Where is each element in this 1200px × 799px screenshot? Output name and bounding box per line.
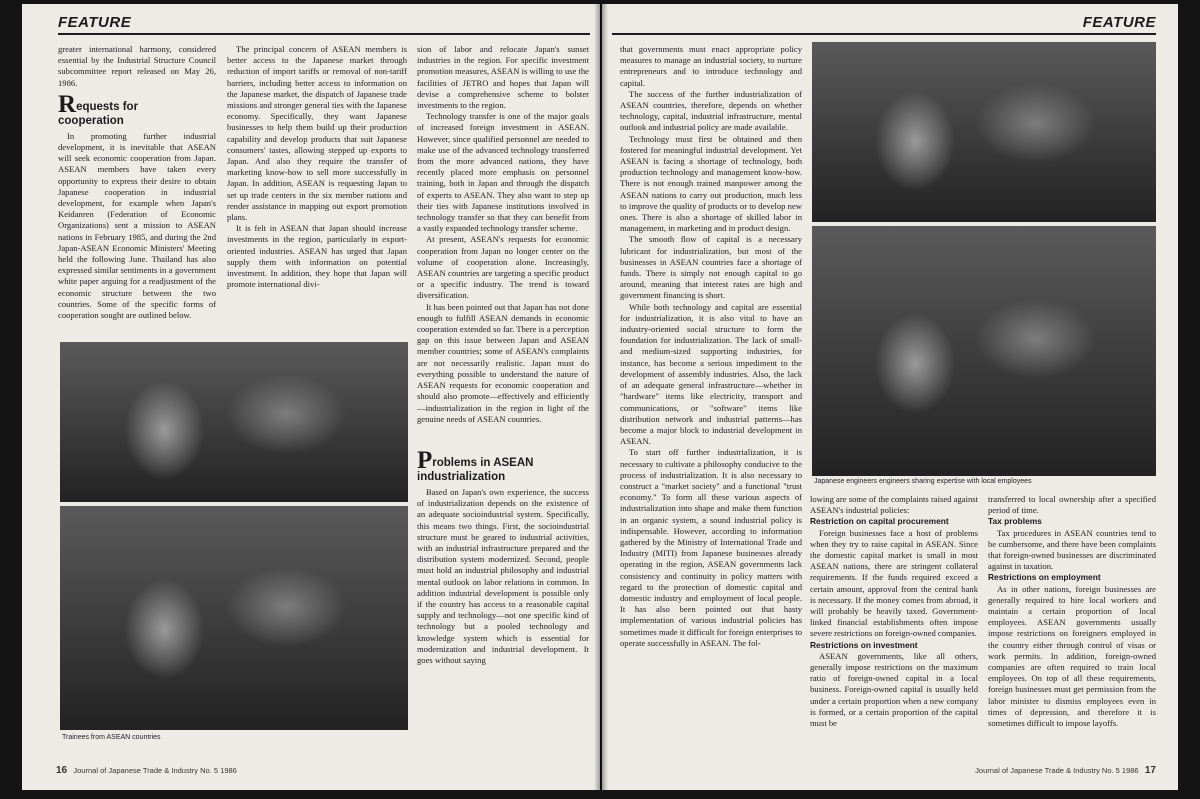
paragraph: that governments must enact appropriate policy measures to manage an industrial society, to nurture entrepreneurs and to introduce technology and capital.	[620, 44, 802, 88]
paragraph: It has been pointed out that Japan has not done enough to fulfill ASEAN demands in economic cooperation extended so far. There is a perception gap on this issue between Japan and ASEAN member countries; some of ASEAN's complaints are not necessarily realistic. Japan must do everything possible to understand the nature of ASEAN requests for economic cooperation and should also promote—effectively and efficiently—industrialization in the region in light of the genuine needs of ASEAN countries.	[417, 301, 589, 424]
paragraph: At present, ASEAN's requests for economic cooperation from Japan no longer center on the volume of cooperation alone. Increasingly, ASEAN countries are targeting a specific product or a specific industry. The trend is toward diversification.	[417, 234, 589, 301]
subheading: Tax problems	[988, 516, 1042, 527]
paragraph: Technology transfer is one of the major goals of increased foreign investment in ASEAN. However, since qualified personnel are needed to make use of the advanced technology transferred from the more advanced nations, they have recently placed more emphasis on personnel training, both in Japan and through the dispatch of experts to ASEAN. They also want to step up their ties with Japanese institutions involved in technology transfer so that they can benefit from a vastly expanded technology transfer scheme.	[417, 111, 589, 234]
subheading: Restrictions on investment	[810, 639, 918, 650]
photo-factory-workers	[60, 342, 408, 502]
photo-fill	[60, 342, 408, 502]
photo-trainees	[60, 506, 408, 730]
paragraph: Technology must first be obtained and then fostered for meaningful industrial development. Yet ASEAN is facing a shortage of technology, both production technology and management know-how. There is not enough trained manpower among the ASEAN nations to carry out production, much less to improve the quality of products or to develop new ones. There is also a shortage of skilled labor in management, in marketing and in product design.	[620, 133, 802, 234]
heading-text-line2: industrialization	[417, 470, 506, 483]
heading-text-line2: cooperation	[58, 114, 124, 127]
photo-fill	[60, 506, 408, 730]
section-heading-problems	[417, 446, 589, 483]
header-rule	[612, 33, 1156, 35]
journal-name: Journal of Japanese Trade & Industry No. 5 1986	[73, 766, 237, 775]
page-number: 17	[1144, 765, 1156, 776]
paragraph: Tax procedures in ASEAN countries tend to be cumbersome, and there have been complaints that foreign-owned businesses are discriminated against in taxation.	[988, 527, 1156, 572]
page-number: 16	[56, 765, 68, 776]
intro-paragraph: greater international harmony, considered essential by the Industrial Structure Council subcommittee report released on May 26, 1986.	[58, 44, 216, 88]
paragraph: The smooth flow of capital is a necessary lubricant for industrialization, but most of the businesses in ASEAN countries face a shortage of funds. There is simply not enough capital to go around, meaning that interest rates are high and government financing is short.	[620, 234, 802, 301]
paragraph: Based on Japan's own experience, the success of industrialization depends on the existence of an adequate socioindustrial system. Specifically, this means two things. First, the socioindustrial structure must be geared to industrial activities, with an industrial infrastructure prepared and the distribution system modernized. Second, people must hold an industrial philosophy and industrial mental outlook on labor relations in common. In addition industrial development is possible only if the country has access to a reasonable capital supply and technology—not one specific kind of technology but a pooled technology and knowledge system which is essential for modernization and industrial development. It goes without saying	[417, 486, 589, 665]
heading-text: equests for	[76, 100, 139, 113]
paragraph: In promoting further industrial development, it is inevitable that ASEAN will seek economic cooperation from Japan. ASEAN members have taken every opportunity to express their desire to obtain Japanese cooperation in industrial development, for example when Japan's Keidanren (Federation of Economic Organizations) sent a mission to ASEAN nations in February 1985, and during the 2nd Japan-ASEAN Economic Ministers' Meeting held the following June. Thailand has also expressed similar sentiments in a government white paper arguing for a readjustment of the economic structure between the two countries. Some of the specific forms of cooperation sought are outlined below.	[58, 130, 216, 321]
paragraph: The principal concern of ASEAN members is better access to the Japanese market through reduction of import tariffs or removal of non-tariff barriers, including better access to information on the Japanese market, the dispatch of Japanese trade missions and stronger general ties with the Japanese economy. Specifically, they want Japanese businesses to help them build up their production capability and develop products that suit Japanese consumers' tastes, allowing stepped up exports to Japan. And also they require the transfer of marketing know-how to sell more successfully in Japan. In addition, ASEAN is requesting Japan to set up trade centers in the six member nations and render assistance in mapping out export promotion plans.	[227, 44, 407, 223]
photo-fill	[812, 226, 1156, 476]
journal-name: Journal of Japanese Trade & Industry No. 5 1986	[975, 766, 1139, 775]
section-label: FEATURE	[1082, 14, 1156, 31]
right-page	[602, 4, 1178, 790]
left-col-2	[227, 44, 407, 344]
right-col-3	[988, 494, 1156, 766]
heading-text: roblems in ASEAN	[432, 456, 534, 469]
paragraph: The success of the further industrialization of ASEAN countries, therefore, depends on whether technology, capital, industrial infrastructure, mental outlook and industrial policy are made available.	[620, 88, 802, 133]
photo-engineers	[812, 226, 1156, 476]
right-col-1	[620, 44, 802, 766]
paragraph: To start off further industrialization, it is necessary to cultivate a philosophy conducive to the process of industrialization. It is also necessary to construct a "market society" and a functional "trust economy." To form all these various aspects of industrialization into shape and make them function in an organic system, a sound industrial policy is indispensable. However, according to information gathered by the Ministry of International Trade and Industry (MITI) from Japanese businesses already operating in the region, ASEAN governments lack consistency and continuity in policy matters with regard to the protection of domestic capital and domestic industry and employment of local people. It has also been pointed out that hasty implementation of various industrial policies has sometimes made it difficult for foreign enterprises to operate successfully in ASEAN. The fol-	[620, 447, 802, 648]
paragraph: transferred to local ownership after a specified period of time.	[988, 494, 1156, 516]
page-footer	[975, 765, 1156, 776]
paragraph: As in other nations, foreign businesses are generally required to hire local workers and maintain a certain proportion of local employees. ASEAN governments usually impose restrictions on foreigners employed in the country either through control of visas or work permits. In addition, foreign-owned companies are often required to train local employees. On top of all these requirements, foreign businesses must get permission from the labor minister to dismiss employees even in times of depression, and therefore it is sometimes difficult to impose layoffs.	[988, 583, 1156, 729]
right-col-2	[810, 494, 978, 766]
photo-caption: Japanese engineers engineers sharing expertise with local employees	[814, 478, 1032, 485]
left-page	[22, 4, 600, 790]
photo-fill	[812, 42, 1156, 222]
page-footer	[56, 765, 237, 776]
left-col-1	[58, 44, 216, 344]
drop-initial: P	[417, 446, 433, 474]
section-heading-requests	[58, 90, 216, 127]
paragraph: It is felt in ASEAN that Japan should increase investments in the region, particularly in export-oriented industries. ASEAN has urged that Japan supply them with information on potential investment. In addition, they hope that Japan will promote international divi-	[227, 223, 407, 290]
paragraph: sion of labor and relocate Japan's sunset industries in the region. For specific investment promotion measures, ASEAN is willing to use the facilities of JETRO and hopes that Japan will devise a comprehensive scheme to bolster investments to the region.	[417, 44, 589, 111]
header-rule	[58, 33, 590, 35]
subheading: Restrictions on employment	[988, 572, 1101, 583]
paragraph: While both technology and capital are essential for industrialization, it is also vital to have an industry-oriented social structure to form the foundation for industrialization. The lack of small- and medium-sized supporting industries, for instance, has become a serious impediment to the development of assembly industries. Also, the lack of an adequate general infrastructure—whether in "hardware" items like electricity, transport and communications, or "software" items like distribution network and industrial patterns—has become a major block to industrial development in ASEAN.	[620, 301, 802, 447]
spine-gutter	[594, 4, 608, 790]
drop-initial: R	[58, 90, 77, 118]
subheading: Restriction on capital procurement	[810, 516, 949, 527]
paragraph: ASEAN governments, like all others, generally impose restrictions on the maximum ratio of foreign-owned capital in a local business. Foreign-owned capital is usually held under a certain proportion when a new company is formed, or a certain proportion of the capital must be	[810, 650, 978, 729]
paragraph: lowing are some of the complaints raised against ASEAN's industrial policies:	[810, 494, 978, 516]
left-col-3	[417, 44, 589, 766]
paragraph: Foreign businesses face a host of problems when they try to raise capital in ASEAN. Since the domestic capital market is small in most ASEAN nations, there are stringent collateral requirements. If the funds required exceed a certain amount, approval from the central bank is necessary. If the money comes from abroad, it will probably be heavily taxed. Government-linked financial establishments often impose severe restrictions on foreign-owned companies.	[810, 527, 978, 639]
photo-caption: Trainees from ASEAN countries	[62, 734, 161, 741]
photo-classroom	[812, 42, 1156, 222]
section-label: FEATURE	[58, 14, 132, 31]
